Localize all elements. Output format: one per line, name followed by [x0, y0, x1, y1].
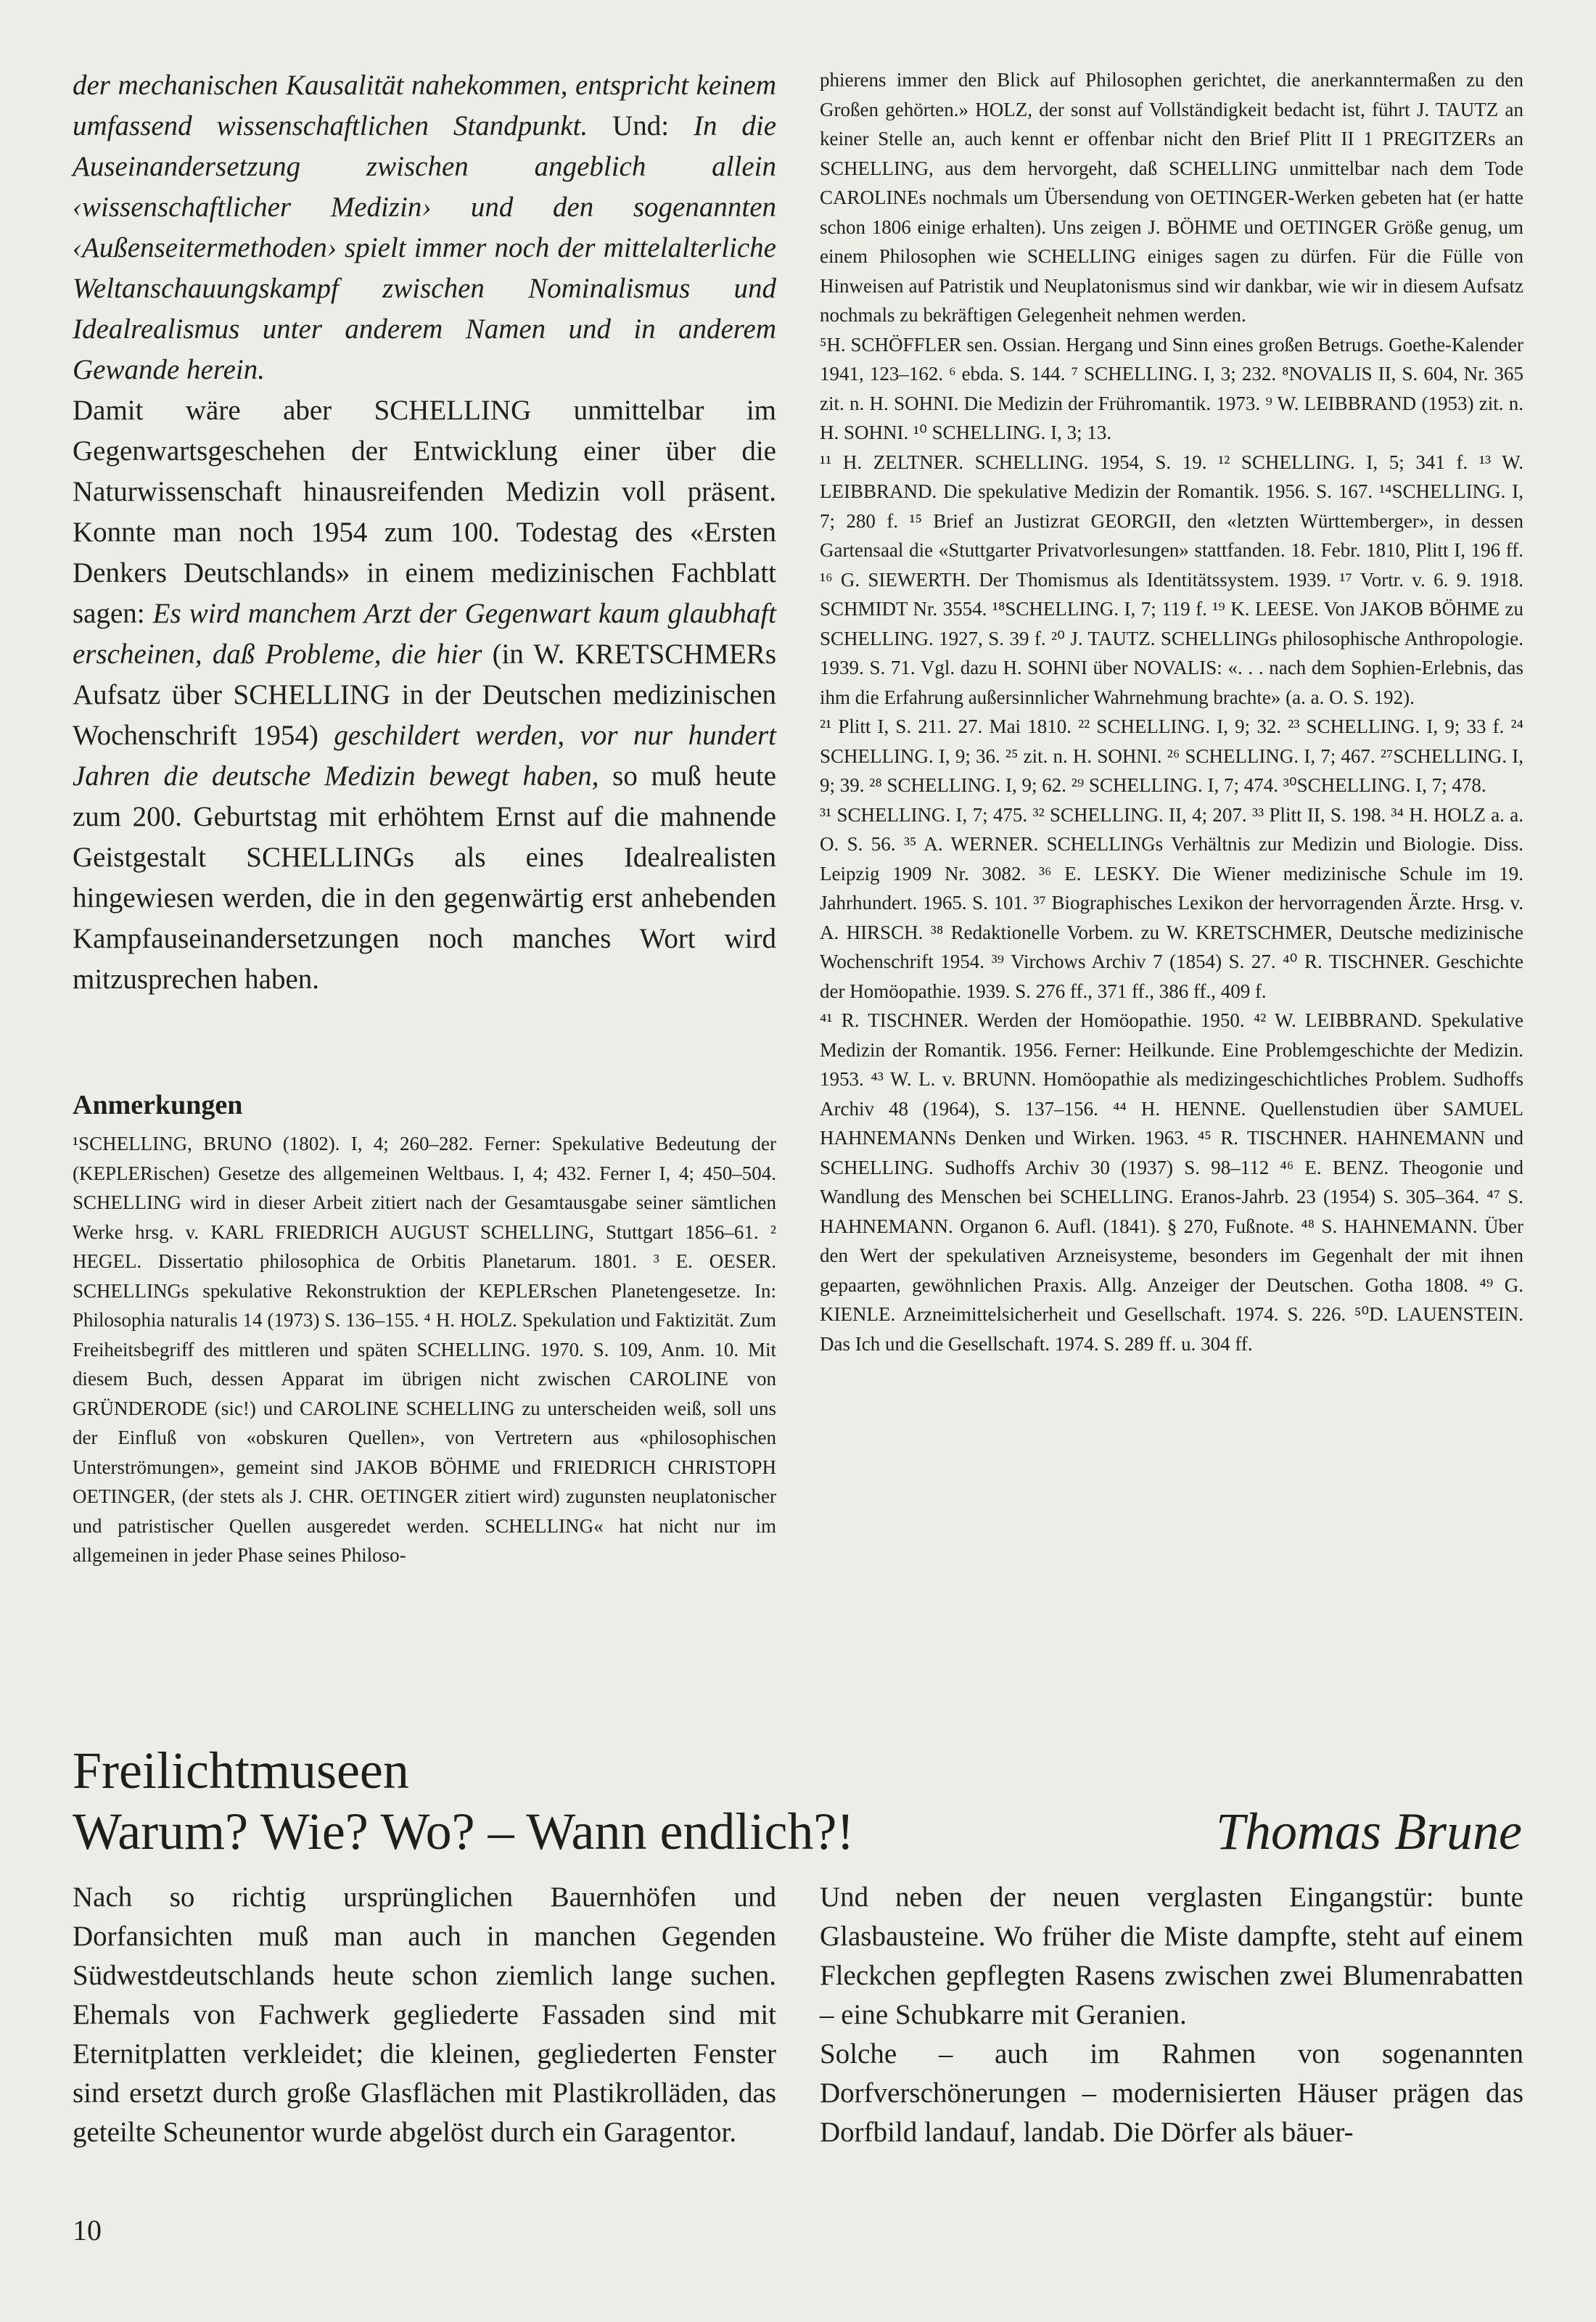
essay-plain-span: (in W. KRETSCHMERs Aufsatz über SCHELLING in der Deutschen medizinischen Wochenschrift 1954): [73, 639, 777, 751]
notes-heading: Anmerkungen: [73, 1090, 243, 1120]
page-number: 10: [73, 2214, 102, 2247]
article-title-line-1: Freilichtmuseen: [73, 1742, 409, 1800]
essay-paragraph: [73, 390, 776, 1000]
note-block: ¹¹ H. ZELTNER. SCHELLING. 1954, S. 19. ¹² SCHELLING. I, 5; 341 f. ¹³ W. LEIBBRAND. Die spekulative Medizin der Romantik. 1956. S. 167. ¹⁴SCHELLING. I, 7; 280 f. ¹⁵ Brief an Justizrat GEORGII, den «letzten Württemberger», in dessen Gartensaal die «Stuttgarter Privatvorlesungen» stattfanden. 18. Febr. 1810, Plitt I, 196 ff. ¹⁶ G. SIEWERTH. Der Thomismus als Identitätssystem. 1939. ¹⁷ Vortr. v. 6. 9. 1918. SCHMIDT Nr. 3554. ¹⁸SCHELLING. I, 7; 119 f. ¹⁹ K. LEESE. Von JAKOB BÖHME zu SCHELLING. 1927, S. 39 f. ²⁰ J. TAUTZ. SCHELLINGs philosophische Anthropologie. 1939. S. 71. Vgl. dazu H. SOHNI über NOVALIS: «. . . nach dem Sophien-Erlebnis, das ihm die Erfahrung außersinnlicher Wahrnehmung brachte» (a. a. O. S. 192).: [820, 451, 1523, 708]
notes-right-column: [820, 65, 1523, 1358]
essay-paragraph: [73, 65, 776, 390]
article-paragraph: Nach so richtig ursprünglichen Bauernhöfen und Dorfansichten muß man auch in manchen Gegenden Südwestdeutschlands heute schon ziemlich lange suchen. Ehemals von Fachwerk gegliederte Fassaden sind mit Eternitplatten verkleidet; die kleinen, gegliederten Fenster sind ersetzt durch große Glasflächen mit Plastikrolläden, das geteilte Scheunentor wurde abgelöst durch ein Garagentor.: [73, 1882, 776, 2148]
essay-italic-span: geschildert werden, vor nur hundert Jahren die deutsche Medizin bewegt haben,: [73, 720, 776, 792]
essay-plain-span: Und:: [588, 110, 694, 141]
article-paragraph: Solche – auch im Rahmen von sogenannten Dorfverschönerungen – modernisierten Häuser prägen das Dorfbild landauf, landab. Die Dörfer als bäuer-: [820, 2038, 1523, 2148]
article-title: [73, 1740, 1161, 1862]
note-block: ⁴¹ R. TISCHNER. Werden der Homöopathie. 1950. ⁴² W. LEIBBRAND. Spekulative Medizin der Romantik. 1956. Ferner: Heilkunde. Eine Problemgeschichte der Medizin. 1953. ⁴³ W. L. v. BRUNN. Homöopathie als medizingeschichtliches Problem. Sudhoffs Archiv 48 (1964), S. 137–156. ⁴⁴ H. HENNE. Quellenstudien über SAMUEL HAHNEMANNs Denken und Wirken. 1963. ⁴⁵ R. TISCHNER. HAHNEMANN und SCHELLING. Sudhoffs Archiv 30 (1937) S. 98–112 ⁴⁶ E. BENZ. Theogonie und Wandlung des Menschen bei SCHELLING. Eranos-Jahrb. 23 (1954) S. 305–364. ⁴⁷ S. HAHNEMANN. Organon 6. Aufl. (1841). § 270, Fußnote. ⁴⁸ S. HAHNEMANN. Über den Wert der spekulativen Arzneisysteme, besonders im Gegenhalt der mit ihnen gepaarten, gewöhnlichen Praxis. Allg. Anzeiger der Deutschen. Gotha 1808. ⁴⁹ G. KIENLE. Arzneimittelsicherheit und Gesellschaft. 1974. S. 226. ⁵⁰D. LAUENSTEIN. Das Ich und die Gesellschaft. 1974. S. 289 ff. u. 304 ff.: [820, 1009, 1523, 1355]
note-block: ²¹ Plitt I, S. 211. 27. Mai 1810. ²² SCHELLING. I, 9; 32. ²³ SCHELLING. I, 9; 33 f. ²⁴ SCHELLING. I, 9; 36. ²⁵ zit. n. H. SOHNI. ²⁶ SCHELLING. I, 7; 467. ²⁷SCHELLING. I, 9; 39. ²⁸ SCHELLING. I, 9; 62. ²⁹ SCHELLING. I, 7; 474. ³⁰SCHELLING. I, 7; 478.: [820, 715, 1523, 796]
notes-left-text: ¹SCHELLING, BRUNO (1802). I, 4; 260–282. Ferner: Spekulative Bedeutung der (KEPLERischen) Gesetze des allgemeinen Weltbaus. I, 4; 432. Ferner I, 4; 450–504. SCHELLING wird in dieser Arbeit zitiert nach der Gesamtausgabe seiner sämtlichen Werke hrsg. v. KARL FRIEDRICH AUGUST SCHELLING, Stuttgart 1856–61. ² HEGEL. Dissertatio philosophica de Orbitis Planetarum. 1801. ³ E. OESER. SCHELLINGs spekulative Rekonstruktion der KEPLERschen Planetengesetze. In: Philosophia naturalis 14 (1973) S. 136–155. ⁴ H. HOLZ. Spekulation und Faktizität. Zum Freiheitsbegriff des mittleren und späten SCHELLING. 1970. S. 109, Anm. 10. Mit diesem Buch, dessen Apparat im übrigen nicht zwischen CAROLINE von GRÜNDERODE (sic!) und CAROLINE SCHELLING zu unterscheiden weiß, soll uns der Einfluß von «obskuren Quellen», von Vertretern aus «philosophischen Unterströmungen», gemeint sind JAKOB BÖHME und FRIEDRICH CHRISTOPH OETINGER, (der stets als J. CHR. OETINGER zitiert wird) zugunsten neuplatonischer und patristischer Quellen ausgeredet werden. SCHELLING« hat nicht nur im allgemeinen in jeder Phase seines Philoso-: [73, 1133, 776, 1566]
note-block: phierens immer den Blick auf Philosophen gerichtet, die anerkanntermaßen zu den Großen gehörten.» HOLZ, der sonst auf Vollständigkeit bedacht ist, führt J. TAUTZ an keiner Stelle an, auch kennt er offenbar nicht den Brief Plitt II 1 PREGITZERs an SCHELLING, aus dem hervorgeht, daß SCHELLING unmittelbar nach dem Tode CAROLINEs nochmals um Übersendung von OETINGER-Werken gebeten hat (er hatte schon 1806 einige erhalten). Uns zeigen J. BÖHME und OETINGER Größe genug, um einem Philosophen wie SCHELLING einiges sagen zu dürfen. Für die Fülle von Hinweisen auf Patristik und Neuplatonismus sind wir dankbar, wie wir in diesem Aufsatz nochmals zu bekräftigen Gelegenheit nehmen werden.: [820, 69, 1523, 326]
essay-italic-span: der mechanischen Kausalität nahekommen, entspricht keinem umfassend wissenschaftlichen Standpunkt.: [73, 70, 776, 141]
article-author: Thomas Brune: [1215, 1802, 1522, 1861]
article-right-column: [820, 1878, 1523, 2152]
essay-italic-span: In die Auseinandersetzung zwischen angeblich allein ‹wissenschaftlicher Medizin› und den sogenannten ‹Außenseitermethoden› spielt immer noch der mittelalterliche Weltanschauungskampf zwischen Nominalismus und Idealrealismus unter anderem Namen und in anderem Gewande herein.: [73, 110, 777, 385]
essay-plain-span: so muß heute zum 200. Geburtstag mit erhöhtem Ernst auf die mahnende Geistgestalt SCHELLINGs als eines Idealrealisten hingewiesen werden, die in den gegenwärtig erst anhebenden Kampfauseinandersetzungen noch manches Wort wird mitzusprechen haben.: [73, 760, 776, 995]
note-block: ⁵H. SCHÖFFLER sen. Ossian. Hergang und Sinn eines großen Betrugs. Goethe-Kalender 1941, 123–162. ⁶ ebda. S. 144. ⁷ SCHELLING. I, 3; 232. ⁸NOVALIS II, S. 604, Nr. 365 zit. n. H. SOHNI. Die Medizin der Frühromantik. 1973. ⁹ W. LEIBBRAND (1953) zit. n. H. SOHNI. ¹⁰ SCHELLING. I, 3; 13.: [820, 333, 1523, 443]
essay-plain-span: Damit wäre aber SCHELLING unmittelbar im Gegenwartsgeschehen der Entwicklung einer über die Naturwissenschaft hinausreifenden Medizin voll präsent. Konnte man noch 1954 zum 100. Todestag des «Ersten Denkers Deutschlands» in einem medizinischen Fachblatt sagen:: [73, 395, 776, 629]
article-title-line-2: Warum? Wie? Wo? – Wann endlich?!: [73, 1802, 855, 1861]
article-paragraph: Und neben der neuen verglasten Eingangstür: bunte Glasbausteine. Wo früher die Miste dampfte, steht auf einem Fleckchen gepflegten Rasens zwischen zwei Blumenrabatten – eine Schubkarre mit Geranien.: [820, 1882, 1523, 2030]
essay-left-column: [73, 65, 776, 1570]
article-left-column: [73, 1878, 776, 2152]
note-block: ³¹ SCHELLING. I, 7; 475. ³² SCHELLING. II, 4; 207. ³³ Plitt II, S. 198. ³⁴ H. HOLZ a. a. O. S. 56. ³⁵ A. WERNER. SCHELLINGs Verhältnis zur Medizin und Biologie. Diss. Leipzig 1909 Nr. 3082. ³⁶ E. LESKY. Die Wiener medizinische Schule im 19. Jahrhundert. 1965. S. 101. ³⁷ Biographisches Lexikon der hervorragenden Ärzte. Hrsg. v. A. HIRSCH. ³⁸ Redaktionelle Vorbem. zu W. KRETSCHMER, Deutsche medizinische Wochenschrift 1954. ³⁹ Virchows Archiv 7 (1854) S. 27. ⁴⁰ R. TISCHNER. Geschichte der Homöopathie. 1939. S. 276 ff., 371 ff., 386 ff., 409 f.: [820, 803, 1523, 1002]
essay-italic-span: Es wird manchem Arzt der Gegenwart kaum glaubhaft erscheinen, daß Probleme, die hier: [73, 598, 776, 670]
